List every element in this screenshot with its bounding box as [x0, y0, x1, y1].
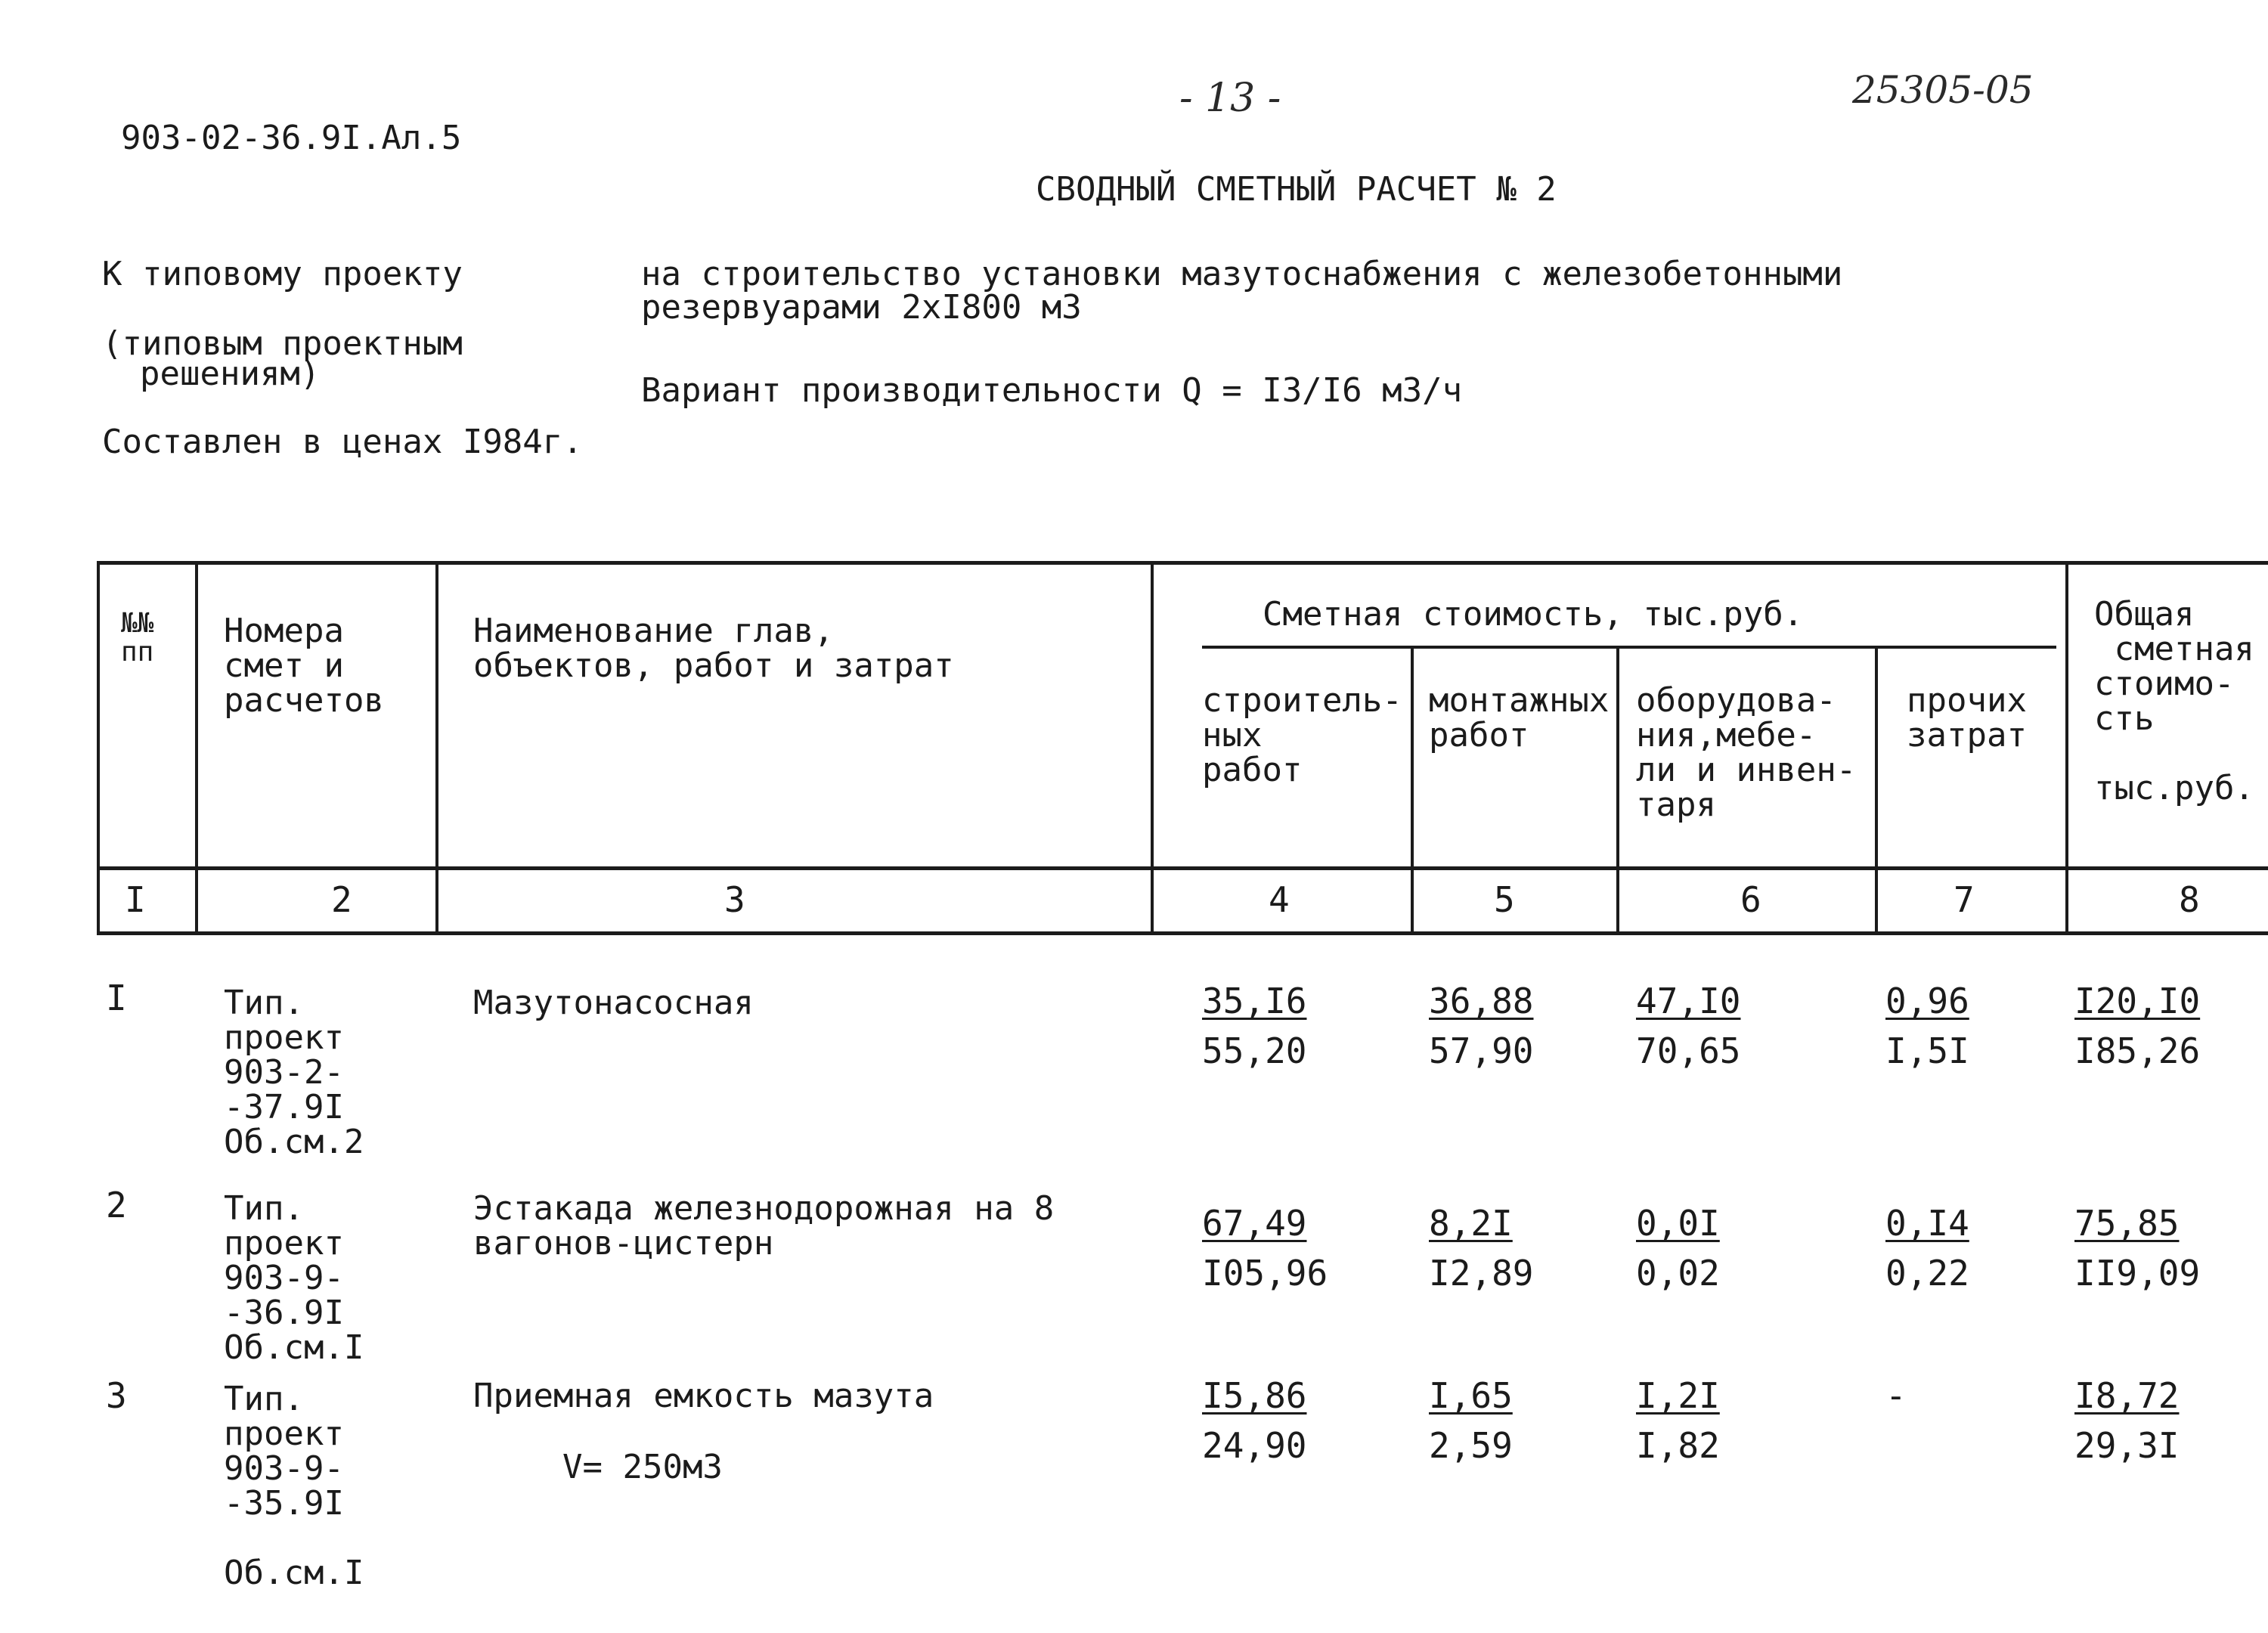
- row-item-name: Приемная емкость мазута: [473, 1377, 934, 1415]
- header-other-costs: прочих затрат: [1907, 681, 2027, 755]
- description-line1: на строительство установки мазутоснабжения с железобетонными: [641, 255, 1843, 293]
- other-cost-bottom: I,5I: [1885, 1030, 1969, 1071]
- installation-cost-bottom: I2,89: [1429, 1253, 1534, 1294]
- total-cost-top: I8,72: [2074, 1375, 2180, 1416]
- col-divider-7: [2065, 561, 2068, 934]
- installation-cost-bottom: 2,59: [1429, 1425, 1513, 1466]
- other-cost-top: 0,I4: [1885, 1203, 1969, 1244]
- price-basis: Составлен в ценах I984г.: [102, 423, 583, 461]
- header-estimate-numbers: Номера смет и расчетов: [224, 612, 384, 720]
- construction-cost-top: I5,86: [1202, 1375, 1307, 1416]
- header-cost-group: Сметная стоимость, тыс.руб.: [1263, 595, 1804, 634]
- equipment-cost-top: 47,I0: [1636, 981, 1741, 1021]
- column-number-3: 3: [724, 879, 745, 920]
- row-item-volume: V= 250м3: [562, 1448, 723, 1486]
- row-estimate-reference: Тип. проект 903-9- -36.9I Об.см.I: [224, 1189, 364, 1367]
- construction-cost-bottom: 24,90: [1202, 1425, 1307, 1466]
- document-code: 903-02-36.9I.Ал.5: [121, 119, 462, 157]
- installation-cost-top: 36,88: [1429, 981, 1534, 1021]
- other-cost-top: 0,96: [1885, 981, 1969, 1021]
- col-divider-4: [1411, 649, 1414, 934]
- project-ref-line1: К типовому проекту: [102, 255, 463, 293]
- col-divider-3: [1151, 561, 1154, 934]
- installation-cost-top: 8,2I: [1429, 1203, 1513, 1244]
- column-number-2: 2: [331, 879, 352, 920]
- header-total-cost: Общая сметная стоимо- сть тыс.руб.: [2094, 595, 2254, 807]
- row-item-name: Мазутонасосная: [473, 984, 754, 1022]
- total-cost-bottom: I85,26: [2074, 1030, 2201, 1071]
- row-number: 3: [106, 1375, 127, 1416]
- installation-cost-bottom: 57,90: [1429, 1030, 1534, 1071]
- col-divider-6: [1875, 649, 1878, 934]
- row-number: 2: [106, 1185, 127, 1226]
- capacity-variant: Вариант производительности Q = I3/I6 м3/ч: [641, 371, 1463, 410]
- table-left-rule: [97, 561, 100, 934]
- total-cost-bottom: II9,09: [2074, 1253, 2201, 1294]
- construction-cost-top: 35,I6: [1202, 981, 1307, 1021]
- header-bottom-rule: [97, 866, 2268, 870]
- total-cost-bottom: 29,3I: [2074, 1425, 2180, 1466]
- project-ref-line2: (типовым проектным: [102, 324, 463, 363]
- header-construction-works: строитель- ных работ: [1202, 681, 1402, 789]
- column-number-5: 5: [1494, 879, 1515, 920]
- row-estimate-reference: Тип. проект 903-9- -35.9I Об.см.I: [224, 1380, 364, 1592]
- col-divider-5: [1616, 649, 1619, 934]
- equipment-cost-bottom: 70,65: [1636, 1030, 1741, 1071]
- header-row-number: №№ пп: [121, 608, 154, 668]
- handwritten-registration-number: 25305-05: [1852, 68, 2034, 112]
- equipment-cost-bottom: I,82: [1636, 1425, 1720, 1466]
- other-cost-bottom: 0,22: [1885, 1253, 1969, 1294]
- row-estimate-reference: Тип. проект 903-2- -37.9I Об.см.2: [224, 984, 364, 1161]
- document-title: СВОДНЫЙ СМЕТНЫЙ РАСЧЕТ № 2: [1036, 170, 1557, 209]
- equipment-cost-top: 0,0I: [1636, 1203, 1720, 1244]
- total-cost-top: 75,85: [2074, 1203, 2180, 1244]
- column-numbers-rule: [97, 931, 2268, 935]
- row-item-name: Эстакада железнодорожная на 8 вагонов-цистерн: [473, 1189, 1055, 1263]
- project-ref-line3: решениям): [140, 355, 321, 393]
- installation-cost-top: I,65: [1429, 1375, 1513, 1416]
- other-cost-top: -: [1885, 1375, 1907, 1416]
- col-divider-2: [435, 561, 438, 934]
- header-equipment: оборудова- ния,мебе- ли и инвен- таря: [1636, 681, 1857, 824]
- construction-cost-top: 67,49: [1202, 1203, 1307, 1244]
- col-divider-1: [195, 561, 198, 934]
- column-number-7: 7: [1954, 879, 1975, 920]
- construction-cost-bottom: I05,96: [1202, 1253, 1328, 1294]
- row-number: I: [106, 978, 127, 1018]
- column-number-4: 4: [1269, 879, 1290, 920]
- description-line2: резервуарами 2хI800 м3: [641, 288, 1082, 327]
- total-cost-top: I20,I0: [2074, 981, 2201, 1021]
- column-number-6: 6: [1740, 879, 1761, 920]
- equipment-cost-bottom: 0,02: [1636, 1253, 1720, 1294]
- column-number-8: 8: [2179, 879, 2200, 920]
- header-installation-works: монтажных работ: [1429, 681, 1610, 755]
- group-header-rule: [1202, 646, 2056, 649]
- equipment-cost-top: I,2I: [1636, 1375, 1720, 1416]
- header-item-name: Наименование глав, объектов, работ и затрат: [473, 612, 954, 685]
- column-number-1: I: [125, 879, 146, 920]
- construction-cost-bottom: 55,20: [1202, 1030, 1307, 1071]
- page-number: - 13 -: [1179, 76, 1281, 121]
- table-top-rule: [97, 561, 2268, 565]
